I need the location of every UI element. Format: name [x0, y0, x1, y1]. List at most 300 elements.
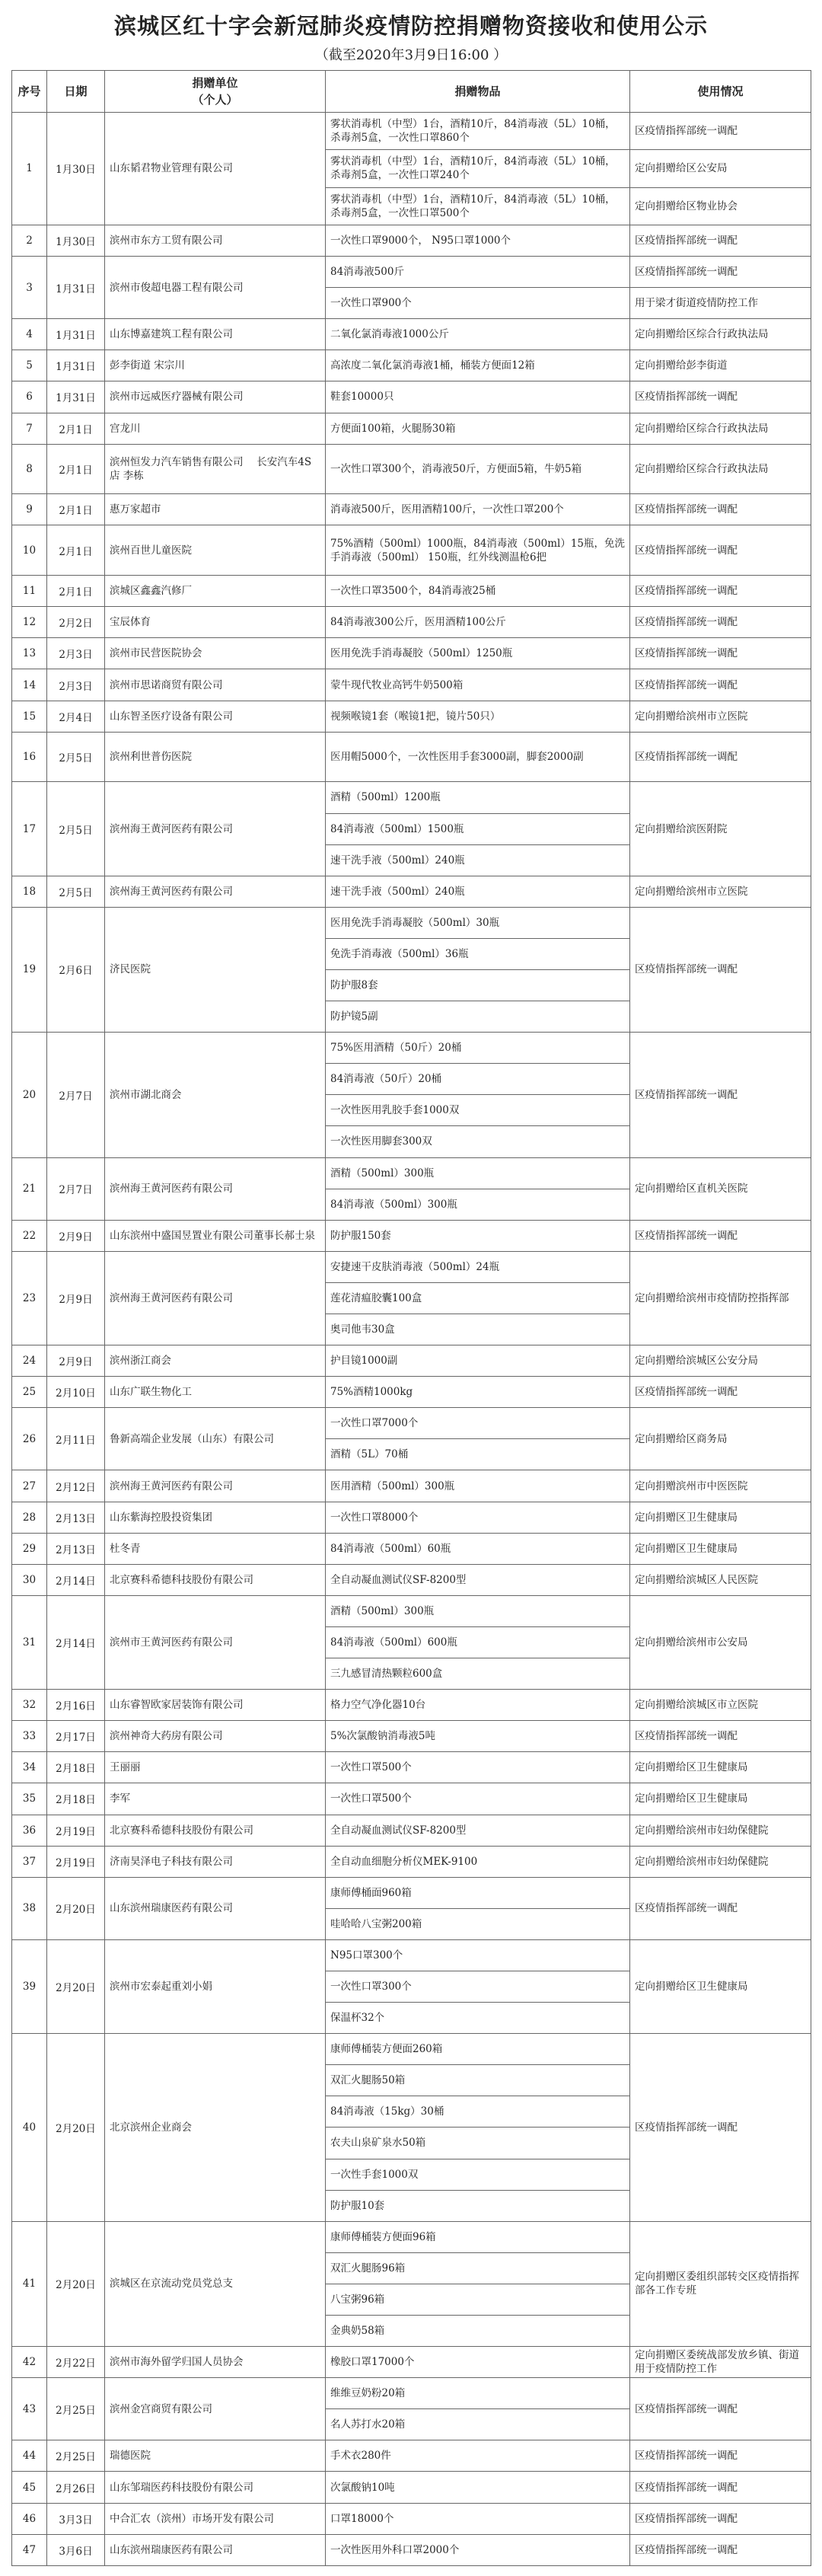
row-usage-line: 定向捐赠区委组织部转交区疫情指挥部各工作专班 — [635, 2271, 799, 2297]
row-number: 23 — [12, 1251, 47, 1345]
row-number: 38 — [12, 1877, 47, 1939]
row-item: 二氧化氯消毒液1000公斤 — [326, 319, 630, 350]
table-row — [12, 576, 811, 607]
row-usage — [630, 2347, 811, 2378]
row-item: 一次性口罩9000个， N95口罩1000个 — [326, 225, 630, 256]
row-item: 84消毒液500斤 — [326, 257, 630, 288]
row-usage — [630, 2472, 811, 2503]
row-usage — [630, 1220, 811, 1251]
table-row — [12, 907, 811, 938]
row-number: 28 — [12, 1502, 47, 1533]
row-donor: 瑞德医院 — [105, 2440, 326, 2472]
row-item: 5%次氯酸钠消毒液5吨 — [326, 1721, 630, 1752]
row-usage — [630, 225, 811, 256]
row-donor: 滨州浙江商会 — [105, 1345, 326, 1377]
row-item: 雾状消毒机（中型）1台，酒精10斤，84消毒液（5L）10桶，杀毒剂5盒，一次性口罩500个 — [326, 187, 630, 225]
row-number: 4 — [12, 319, 47, 350]
row-usage — [630, 669, 811, 701]
row-number: 43 — [12, 2378, 47, 2440]
row-item: 免洗手消毒液（500ml）36瓶 — [326, 938, 630, 969]
row-date: 2月9日 — [47, 1251, 105, 1345]
row-date: 2月17日 — [47, 1721, 105, 1752]
row-item: 哇哈哈八宝粥200箱 — [326, 1908, 630, 1939]
row-date: 2月14日 — [47, 1564, 105, 1595]
row-donor: 滨州市远威医疗器械有限公司 — [105, 381, 326, 413]
row-item: 84消毒液（500ml）1500瓶 — [326, 813, 630, 844]
row-usage-line: 定向捐赠给滨城区公安分局 — [635, 1355, 758, 1368]
row-date: 2月1日 — [47, 444, 105, 494]
row-item: 医用免洗手消毒凝胶（500ml）30瓶 — [326, 907, 630, 938]
row-number: 24 — [12, 1345, 47, 1377]
row-usage-line: 区疫情指挥部统一调配 — [635, 2543, 738, 2556]
row-number: 36 — [12, 1815, 47, 1846]
row-item: 安捷速干皮肤消毒液（500ml）24瓶 — [326, 1251, 630, 1282]
row-item: 一次性医用脚套300双 — [326, 1126, 630, 1157]
row-date: 2月6日 — [47, 907, 105, 1032]
table-row — [12, 1251, 811, 1282]
row-donor: 彭李街道 宋宗川 — [105, 350, 326, 381]
table-row — [12, 1939, 811, 1971]
row-item: 全自动凝血测试仪SF-8200型 — [326, 1815, 630, 1846]
table-row — [12, 257, 811, 288]
row-usage — [630, 607, 811, 638]
row-usage: 定向捐赠给区公安局 — [630, 150, 811, 187]
row-item: 蒙牛现代牧业高钙牛奶500箱 — [326, 669, 630, 701]
row-usage — [630, 494, 811, 525]
row-number: 1 — [12, 113, 47, 225]
table-row — [12, 2034, 811, 2065]
table-row — [12, 732, 811, 782]
row-usage — [630, 413, 811, 444]
column-header-items: 捐赠物品 — [326, 71, 630, 113]
row-item: 防护服8套 — [326, 969, 630, 1001]
row-number: 13 — [12, 638, 47, 669]
row-donor: 王丽丽 — [105, 1752, 326, 1783]
row-date: 1月30日 — [47, 225, 105, 256]
table-row — [12, 2472, 811, 2503]
row-donor: 滨州海王黄河医药有限公司 — [105, 1470, 326, 1502]
row-item: 康师傅桶装方便面96箱 — [326, 2221, 630, 2252]
row-donor: 滨州市东方工贸有限公司 — [105, 225, 326, 256]
table-row — [12, 413, 811, 444]
row-item: 一次性口罩500个 — [326, 1752, 630, 1783]
row-date: 2月11日 — [47, 1408, 105, 1470]
row-date: 2月16日 — [47, 1690, 105, 1721]
row-usage-line: 定向捐赠给滨州市妇幼保健院 — [635, 1855, 769, 1868]
table-row — [12, 1345, 811, 1377]
row-usage-line: 定向捐赠给区综合行政执法局 — [635, 462, 769, 475]
table-row — [12, 381, 811, 413]
row-item: 84消毒液（15kg）30桶 — [326, 2096, 630, 2128]
row-item: 一次性口罩8000个 — [326, 1502, 630, 1533]
row-donor: 惠万家超市 — [105, 494, 326, 525]
row-donor: 滨州市王黄河医药有限公司 — [105, 1595, 326, 1689]
row-item: 维维豆奶粉20箱 — [326, 2378, 630, 2409]
row-number: 34 — [12, 1752, 47, 1783]
row-date: 2月2日 — [47, 607, 105, 638]
row-date: 2月7日 — [47, 1033, 105, 1157]
row-usage — [630, 1846, 811, 1877]
row-usage: 定向捐赠给区物业协会 — [630, 187, 811, 225]
column-header-date: 日期 — [47, 71, 105, 113]
row-number: 42 — [12, 2347, 47, 2378]
table-row — [12, 1533, 811, 1564]
table-row — [12, 1220, 811, 1251]
row-date: 2月20日 — [47, 1939, 105, 2033]
table-row — [12, 350, 811, 381]
row-donor: 滨州金宫商贸有限公司 — [105, 2378, 326, 2440]
table-row — [12, 1846, 811, 1877]
row-item: 名人苏打水20箱 — [326, 2409, 630, 2440]
row-usage — [630, 1783, 811, 1815]
row-usage — [630, 2503, 811, 2534]
row-number: 41 — [12, 2221, 47, 2346]
row-item: 84消毒液300公斤，医用酒精100公斤 — [326, 607, 630, 638]
row-item: 84消毒液（500ml）600瓶 — [326, 1626, 630, 1658]
row-number: 19 — [12, 907, 47, 1032]
table-row — [12, 2378, 811, 2409]
row-date: 2月14日 — [47, 1595, 105, 1689]
row-number: 46 — [12, 2503, 47, 2534]
column-header-donor-line1: 捐赠单位 — [192, 76, 238, 90]
row-item: 康师傅桶装方便面260箱 — [326, 2034, 630, 2065]
table-row — [12, 1157, 811, 1189]
table-row — [12, 2221, 811, 2252]
row-usage-line: 定向捐赠给区卫生健康局 — [635, 1792, 748, 1805]
row-item: 防护服150套 — [326, 1220, 630, 1251]
row-date: 2月19日 — [47, 1846, 105, 1877]
row-number: 12 — [12, 607, 47, 638]
row-usage-line: 区疫情指挥部统一调配 — [635, 2450, 738, 2463]
row-usage-line: 区疫情指挥部统一调配 — [635, 2512, 738, 2525]
row-usage — [630, 444, 811, 494]
row-number: 3 — [12, 257, 47, 319]
row-item: 方便面100箱，火腿肠30箱 — [326, 413, 630, 444]
row-usage-line: 区疫情指挥部统一调配 — [635, 1902, 738, 1915]
row-usage-line: 定向捐赠给滨医附院 — [635, 822, 728, 835]
row-usage-line: 定向捐赠给区商务局 — [635, 1432, 728, 1445]
row-number: 31 — [12, 1595, 47, 1689]
row-usage — [630, 2221, 811, 2346]
row-donor: 滨州市湖北商会 — [105, 1033, 326, 1157]
row-donor: 山东韬君物业管理有限公司 — [105, 113, 326, 225]
row-donor: 北京赛科希德科技股份有限公司 — [105, 1564, 326, 1595]
row-usage — [630, 2034, 811, 2222]
row-item: 双汇火腿肠96箱 — [326, 2252, 630, 2284]
row-date: 2月18日 — [47, 1752, 105, 1783]
row-item: 金典奶58箱 — [326, 2316, 630, 2347]
row-donor: 滨州百世儿童医院 — [105, 525, 326, 576]
row-date: 2月9日 — [47, 1345, 105, 1377]
row-number: 2 — [12, 225, 47, 256]
row-number: 25 — [12, 1377, 47, 1408]
row-item: 酒精（500ml）300瓶 — [326, 1595, 630, 1626]
row-donor: 济民医院 — [105, 907, 326, 1032]
row-donor: 滨州市宏泰起重刘小娟 — [105, 1939, 326, 2033]
table-row — [12, 494, 811, 525]
row-item: 护目镜1000副 — [326, 1345, 630, 1377]
row-usage-line: 区疫情指挥部统一调配 — [635, 503, 738, 516]
column-header-usage: 使用情况 — [630, 71, 811, 113]
row-usage — [630, 1345, 811, 1377]
row-number: 20 — [12, 1033, 47, 1157]
table-row — [12, 1564, 811, 1595]
row-item: 酒精（5L）70桶 — [326, 1439, 630, 1470]
row-usage — [630, 638, 811, 669]
row-item: 雾状消毒机（中型）1台，酒精10斤，84消毒液（5L）10桶，杀毒剂5盒，一次性口罩860个 — [326, 113, 630, 150]
row-donor: 山东滨州中盛国昱置业有限公司董事长郝士泉 — [105, 1220, 326, 1251]
table-row — [12, 782, 811, 813]
row-number: 37 — [12, 1846, 47, 1877]
row-item: 速干洗手液（500ml）240瓶 — [326, 844, 630, 876]
row-date: 2月18日 — [47, 1783, 105, 1815]
row-number: 14 — [12, 669, 47, 701]
row-usage-line: 定向捐赠给区卫生健康局 — [635, 1981, 748, 1993]
row-usage — [630, 1408, 811, 1470]
row-usage — [630, 1721, 811, 1752]
row-item: 75%酒精（500ml）1000瓶，84消毒液（500ml）15瓶，免洗手消毒液（500ml） 150瓶，红外线测温枪6把 — [326, 525, 630, 576]
row-item: 84消毒液（500ml）300瓶 — [326, 1189, 630, 1220]
row-item: 手术衣280件 — [326, 2440, 630, 2472]
row-donor: 滨州市民营医院协会 — [105, 638, 326, 669]
row-item: 一次性口罩300个 — [326, 1971, 630, 2002]
table-row — [12, 1752, 811, 1783]
row-usage-line: 定向捐赠给滨州市公安局 — [635, 1636, 748, 1649]
row-usage — [630, 2440, 811, 2472]
row-number: 33 — [12, 1721, 47, 1752]
row-number: 7 — [12, 413, 47, 444]
row-usage-line: 区疫情指挥部统一调配 — [635, 963, 738, 976]
table-row — [12, 113, 811, 150]
row-item: 一次性医用乳胶手套1000双 — [326, 1095, 630, 1126]
row-item: 高浓度二氧化氯消毒液1桶，桶装方便面12箱 — [326, 350, 630, 381]
row-date: 2月5日 — [47, 782, 105, 876]
row-usage-line: 区疫情指挥部统一调配 — [635, 2121, 738, 2134]
row-usage-line: 区疫情指挥部统一调配 — [635, 1730, 738, 1743]
row-usage — [630, 907, 811, 1032]
table-row — [12, 1033, 811, 1064]
row-usage-line: 定向捐赠给区综合行政执法局 — [635, 328, 769, 341]
row-date: 2月10日 — [47, 1377, 105, 1408]
table-row — [12, 525, 811, 576]
row-number: 44 — [12, 2440, 47, 2472]
table-row — [12, 225, 811, 256]
row-number: 15 — [12, 701, 47, 732]
row-donor: 北京赛科希德科技股份有限公司 — [105, 1815, 326, 1846]
table-row — [12, 607, 811, 638]
row-usage-line: 区疫情指挥部统一调配 — [635, 1229, 738, 1242]
row-donor: 滨城区在京流动党员党总支 — [105, 2221, 326, 2346]
row-item: 一次性口罩3500个，84消毒液25桶 — [326, 576, 630, 607]
row-item: 一次性口罩7000个 — [326, 1408, 630, 1439]
row-date: 2月3日 — [47, 638, 105, 669]
row-usage — [630, 1877, 811, 1939]
row-date: 1月30日 — [47, 113, 105, 225]
row-item: 格力空气净化器10台 — [326, 1690, 630, 1721]
row-usage-line: 定向捐赠给滨州市立医院 — [635, 885, 748, 898]
row-donor: 滨州恒发力汽车销售有限公司 长安汽车4S店 李栋 — [105, 444, 326, 494]
row-usage — [630, 525, 811, 576]
row-donor: 济南昊泽电子科技有限公司 — [105, 1846, 326, 1877]
row-usage-line: 区疫情指挥部统一调配 — [635, 585, 738, 598]
row-date: 2月1日 — [47, 525, 105, 576]
row-date: 2月20日 — [47, 2221, 105, 2346]
row-item: 农夫山泉矿泉水50箱 — [326, 2128, 630, 2159]
table-row — [12, 1595, 811, 1626]
row-usage-line: 定向捐赠给滨城区人民医院 — [635, 1573, 758, 1586]
row-usage — [630, 1564, 811, 1595]
row-item: 84消毒液（50斤）20桶 — [326, 1064, 630, 1095]
table-row — [12, 638, 811, 669]
row-donor: 滨州市思诺商贸有限公司 — [105, 669, 326, 701]
row-item: 保温杯32个 — [326, 2003, 630, 2034]
row-date: 2月13日 — [47, 1502, 105, 1533]
document — [8, 0, 814, 2566]
row-item: 康师傅桶面960箱 — [326, 1877, 630, 1908]
row-number: 29 — [12, 1533, 47, 1564]
row-donor: 李军 — [105, 1783, 326, 1815]
row-usage-line: 定向捐赠给区卫生健康局 — [635, 1761, 748, 1774]
row-donor: 滨州海王黄河医药有限公司 — [105, 1251, 326, 1345]
row-item: 消毒液500斤，医用酒精100斤，一次性口罩200个 — [326, 494, 630, 525]
row-donor: 山东智圣医疗设备有限公司 — [105, 701, 326, 732]
row-number: 16 — [12, 732, 47, 782]
row-date: 2月5日 — [47, 876, 105, 907]
table-row — [12, 319, 811, 350]
row-number: 26 — [12, 1408, 47, 1470]
row-donor: 山东滨州瑞康医药有限公司 — [105, 2534, 326, 2565]
row-number: 21 — [12, 1157, 47, 1220]
row-usage — [630, 2378, 811, 2440]
row-usage-line: 定向捐赠给区直机关医院 — [635, 1183, 748, 1195]
table-row — [12, 701, 811, 732]
row-date: 2月25日 — [47, 2440, 105, 2472]
row-item: 防护服10套 — [326, 2190, 630, 2221]
row-item: 八宝粥96箱 — [326, 2284, 630, 2315]
row-number: 5 — [12, 350, 47, 381]
column-header-no: 序号 — [12, 71, 47, 113]
row-usage-line: 定向捐赠区卫生健康局 — [635, 1511, 738, 1524]
row-usage — [630, 876, 811, 907]
row-donor: 滨州海王黄河医药有限公司 — [105, 782, 326, 876]
row-usage — [630, 2534, 811, 2565]
row-item: 一次性口罩300个，消毒液50斤，方便面5箱，牛奶5箱 — [326, 444, 630, 494]
row-number: 6 — [12, 381, 47, 413]
row-number: 9 — [12, 494, 47, 525]
row-usage-line: 区疫情指挥部统一调配 — [635, 2481, 738, 2494]
row-item: 鞋套10000只 — [326, 381, 630, 413]
row-number: 30 — [12, 1564, 47, 1595]
row-usage — [630, 576, 811, 607]
row-number: 40 — [12, 2034, 47, 2222]
row-usage — [630, 1752, 811, 1783]
row-item: N95口罩300个 — [326, 1939, 630, 1971]
row-item: 莲花清瘟胶囊100盒 — [326, 1282, 630, 1314]
table-row — [12, 2503, 811, 2534]
row-usage — [630, 1377, 811, 1408]
row-usage — [630, 1470, 811, 1502]
row-date: 2月20日 — [47, 2034, 105, 2222]
row-donor: 北京滨州企业商会 — [105, 2034, 326, 2222]
row-usage-line: 定向捐赠给区综合行政执法局 — [635, 422, 769, 435]
row-usage-line: 定向捐赠给滨州市立医院 — [635, 710, 748, 723]
row-item: 防护镜5副 — [326, 1001, 630, 1033]
row-usage — [630, 1939, 811, 2033]
row-usage — [630, 1533, 811, 1564]
table-row — [12, 669, 811, 701]
row-donor: 滨州市俊超电器工程有限公司 — [105, 257, 326, 319]
row-date: 2月1日 — [47, 413, 105, 444]
row-usage-line: 定向捐赠给滨州市妇幼保健院 — [635, 1824, 769, 1837]
row-date: 3月6日 — [47, 2534, 105, 2565]
row-donor: 山东睿智欧家居装饰有限公司 — [105, 1690, 326, 1721]
row-number: 47 — [12, 2534, 47, 2565]
row-item: 雾状消毒机（中型）1台，酒精10斤，84消毒液（5L）10桶，杀毒剂5盒，一次性口罩240个 — [326, 150, 630, 187]
row-donor: 山东博嘉建筑工程有限公司 — [105, 319, 326, 350]
row-number: 17 — [12, 782, 47, 876]
row-item: 橡胶口罩17000个 — [326, 2347, 630, 2378]
row-item: 全自动凝血测试仪SF-8200型 — [326, 1564, 630, 1595]
row-item: 奥司他韦30盒 — [326, 1314, 630, 1345]
row-usage — [630, 1502, 811, 1533]
table-row — [12, 2534, 811, 2565]
row-usage — [630, 732, 811, 782]
row-date: 2月13日 — [47, 1533, 105, 1564]
row-usage-line: 区疫情指挥部统一调配 — [635, 391, 738, 404]
row-item: 一次性医用外科口罩2000个 — [326, 2534, 630, 2565]
table-row — [12, 1470, 811, 1502]
row-usage — [630, 1815, 811, 1846]
row-donor: 中合汇农（滨州）市场开发有限公司 — [105, 2503, 326, 2534]
row-item: 一次性口罩900个 — [326, 288, 630, 319]
row-donor: 宝辰体育 — [105, 607, 326, 638]
table-row — [12, 1377, 811, 1408]
row-item: 口罩18000个 — [326, 2503, 630, 2534]
row-number: 22 — [12, 1220, 47, 1251]
table-row — [12, 1502, 811, 1533]
row-date: 2月3日 — [47, 669, 105, 701]
table-row — [12, 876, 811, 907]
row-donor: 滨州神奇大药房有限公司 — [105, 1721, 326, 1752]
row-usage-line: 区疫情指挥部统一调配 — [635, 544, 738, 557]
row-date: 1月31日 — [47, 319, 105, 350]
table-row — [12, 2440, 811, 2472]
row-donor: 山东紫海控股投资集团 — [105, 1502, 326, 1533]
row-date: 2月25日 — [47, 2378, 105, 2440]
row-usage — [630, 701, 811, 732]
row-item: 医用免洗手消毒凝胶（500ml）1250瓶 — [326, 638, 630, 669]
row-date: 2月1日 — [47, 576, 105, 607]
row-number: 10 — [12, 525, 47, 576]
row-date: 2月7日 — [47, 1157, 105, 1220]
row-date: 2月22日 — [47, 2347, 105, 2378]
row-date: 2月12日 — [47, 1470, 105, 1502]
table-row — [12, 1877, 811, 1908]
row-date: 1月31日 — [47, 257, 105, 319]
row-usage-line: 区疫情指挥部统一调配 — [635, 1386, 738, 1399]
row-usage: 用于梁才街道疫情防控工作 — [630, 288, 811, 319]
row-number: 45 — [12, 2472, 47, 2503]
table-row — [12, 1408, 811, 1439]
row-usage-line: 区疫情指挥部统一调配 — [635, 234, 738, 247]
row-number: 8 — [12, 444, 47, 494]
row-item: 双汇火腿肠50箱 — [326, 2065, 630, 2096]
row-donor: 滨州海王黄河医药有限公司 — [105, 876, 326, 907]
row-donor: 鲁新高端企业发展（山东）有限公司 — [105, 1408, 326, 1470]
row-date: 2月1日 — [47, 494, 105, 525]
table-row — [12, 1815, 811, 1846]
row-number: 35 — [12, 1783, 47, 1815]
